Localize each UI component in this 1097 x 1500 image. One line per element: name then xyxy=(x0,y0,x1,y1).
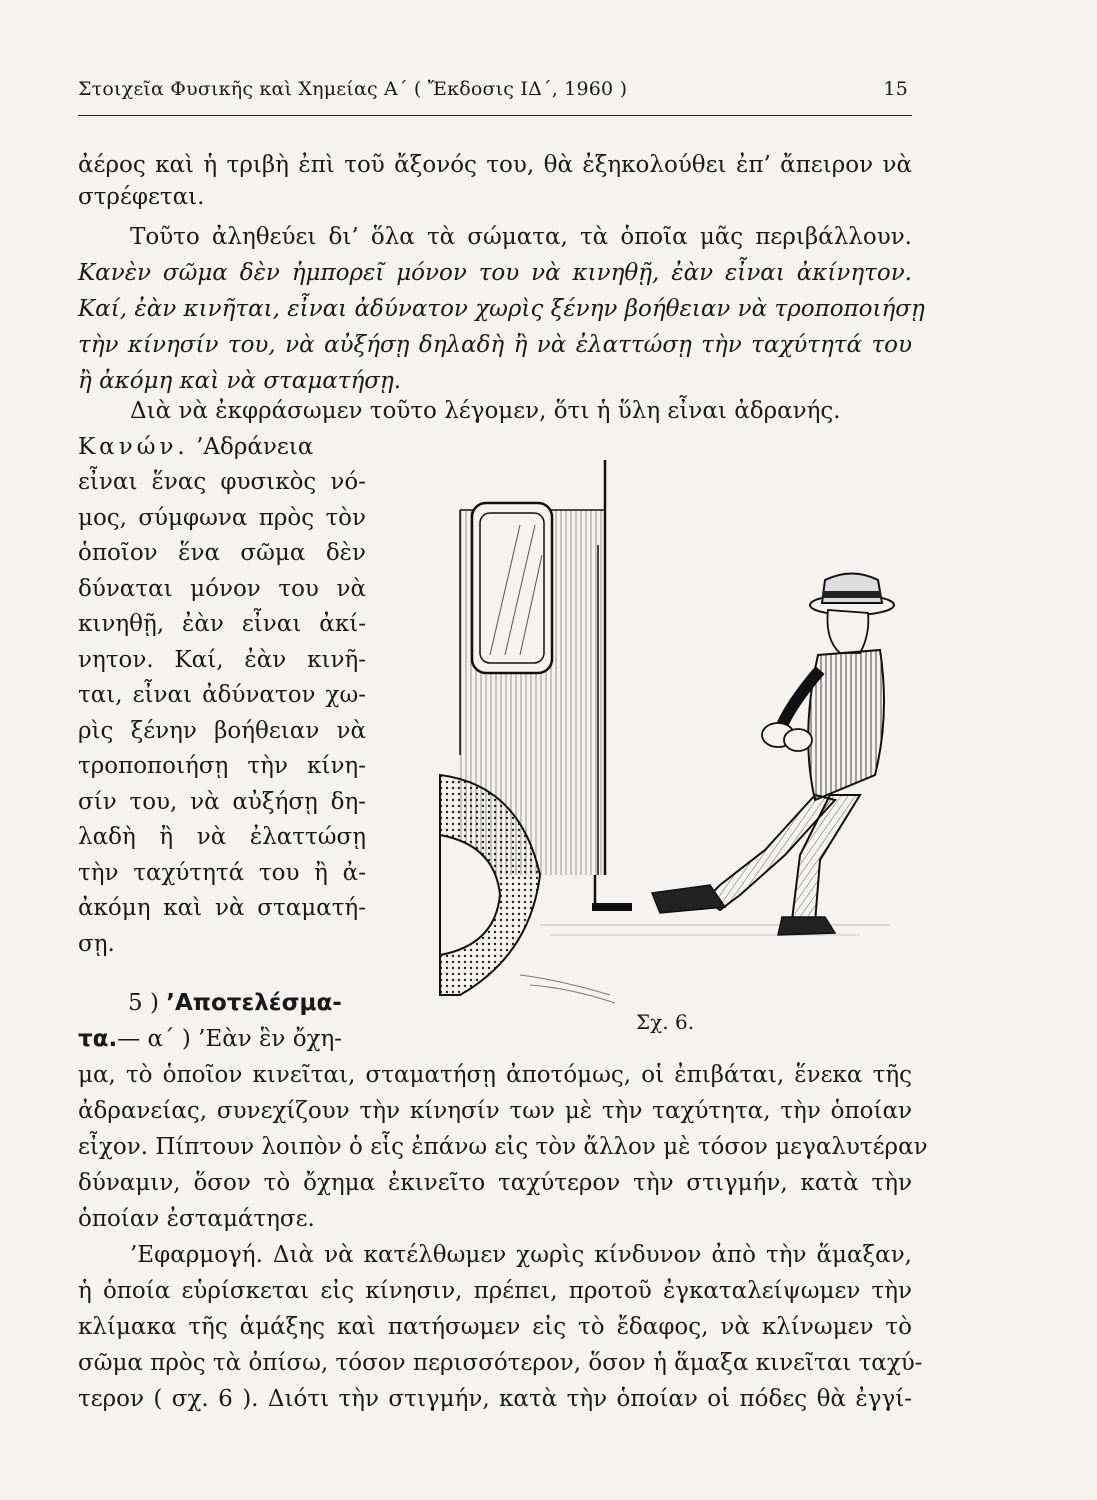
text-line: τερον ( σχ. 6 ). Διότι τὴν στιγμήν, κατὰ τὴν ὁποίαν οἱ πόδες θὰ ἐγγί- xyxy=(78,1386,912,1412)
text-line: ἀδρανείας, συνεχίζουν τὴν κίνησίν των μὲ τὴν ταχύτητα, τὴν ὁποίαν xyxy=(78,1098,912,1124)
law-line: ἀκόμη καὶ νὰ σταματή- xyxy=(78,895,366,921)
running-header xyxy=(78,74,912,108)
text-line: ’Εφαρμογή. Διὰ νὰ κατέλθωμεν χωρὶς κίνδυνον ἀπὸ τὴν ἅμαξαν, xyxy=(130,1242,912,1268)
page-number: 15 xyxy=(883,78,908,100)
italic-line: Κανὲν σῶμα δὲν ἠμπορεῖ μόνον του νὰ κινηθῇ, ἐὰν εἶναι ἀκίνητον. xyxy=(78,260,912,286)
law-line: εἶναι ἕνας φυσικὸς νό- xyxy=(78,469,366,495)
text-line: ἡ ὁποία εὑρίσκεται εἰς κίνησιν, πρέπει, προτοῦ ἐγκαταλείψωμεν τὴν xyxy=(78,1278,912,1304)
law-line: ρὶς ξένην βοήθειαν νὰ xyxy=(78,718,366,744)
text-line: κλίμακα τῆς ἁμάξης καὶ πατήσωμεν εἰς τὸ ἔδαφος, νὰ κλίνωμεν τὸ xyxy=(78,1314,912,1340)
section-number: 5 ) xyxy=(128,990,159,1016)
header-rule xyxy=(78,115,912,116)
law-line: λαδὴ ἢ νὰ ἐλαττώσῃ xyxy=(78,824,366,850)
law-line: κινηθῇ, ἐὰν εἶναι ἀκί- xyxy=(78,611,366,637)
vehicle-step xyxy=(592,875,632,911)
law-line: δύναται μόνον του νὰ xyxy=(78,576,366,602)
section-title: ’Αποτελέσμα- xyxy=(166,990,342,1016)
text-line: εἶχον. Πίπτουν λοιπὸν ὁ εἷς ἐπάνω εἰς τὸν ἄλλον μὲ τόσον μεγαλυτέραν xyxy=(78,1134,928,1160)
law-line: τροποποιήσῃ τὴν κίνη- xyxy=(78,753,366,779)
law-line: σῃ. xyxy=(78,931,115,957)
text-line: δύναμιν, ὅσον τὸ ὄχημα ἐκινεῖτο ταχύτερον τὴν στιγμήν, κατὰ τὴν xyxy=(78,1170,912,1196)
section-title-end: τα. xyxy=(78,1026,118,1052)
figure-caption: Σχ. 6. xyxy=(636,1010,695,1034)
law-line: σίν του, νὰ αὐξήσῃ δη- xyxy=(78,789,366,815)
law-label: Κανών. xyxy=(78,434,189,460)
man-leaning-back xyxy=(652,574,894,936)
italic-line: ἢ ἀκόμη καὶ νὰ σταματήσῃ. xyxy=(78,368,402,394)
law-line: ὁποῖον ἕνα σῶμα δὲν xyxy=(78,540,366,566)
section-text: — α΄ ) ’Εὰν ἓν ὄχη- xyxy=(117,1026,343,1052)
law-first-line xyxy=(78,432,313,462)
law-line: μος, σύμφωνα πρὸς τὸν xyxy=(78,505,366,531)
text-line: Διὰ νὰ ἐκφράσωμεν τοῦτο λέγομεν, ὅτι ἡ ὕλη εἶναι ἀδρανής. xyxy=(130,398,841,424)
header-title: Στοιχεῖα Φυσικῆς καὶ Χημείας Α΄ ( Ἔκδοσις ΙΔ΄, 1960 ) xyxy=(78,78,628,100)
law-line: τὴν ταχύτητά του ἢ ἀ- xyxy=(78,860,366,886)
italic-line: τὴν κίνησίν του, νὰ αὐξήσῃ δηλαδὴ ἢ νὰ ἐλαττώσῃ τὴν ταχύτητά του xyxy=(78,332,912,358)
vehicle-window xyxy=(472,503,552,673)
section-heading xyxy=(128,988,342,1018)
law-line: ται, εἶναι ἀδύνατον χω- xyxy=(78,682,366,708)
text-line: ὁποίαν ἐσταμάτησε. xyxy=(78,1206,315,1232)
ground-shading xyxy=(540,925,890,935)
text-line: σῶμα πρὸς τὰ ὀπίσω, τόσον περισσότερον, ὅσον ἡ ἅμαξα κινεῖται ταχύ- xyxy=(78,1350,923,1376)
text-line: ἀέρος καὶ ἡ τριβὴ ἐπὶ τοῦ ἄξονός του, θὰ ἐξηκολούθει ἐπ’ ἄπειρον νὰ xyxy=(78,152,912,178)
figure-vehicle-illustration xyxy=(420,455,910,1055)
text-line: Τοῦτο ἀληθεύει δι’ ὅλα τὰ σώματα, τὰ ὁποῖα μᾶς περιβάλλουν. xyxy=(130,224,912,250)
law-term: ’Αδράνεια xyxy=(196,434,314,460)
text-line: μα, τὸ ὁποῖον κινεῖται, σταματήσῃ ἀποτόμως, οἱ ἐπιβάται, ἕνεκα τῆς xyxy=(78,1062,912,1088)
section-heading-cont xyxy=(78,1024,342,1054)
italic-line: Καί, ἐὰν κινῆται, εἶναι ἀδύνατον χωρὶς ξένην βοήθειαν νὰ τροποποιήσῃ xyxy=(78,296,925,322)
law-line: νητον. Καί, ἐὰν κινῆ- xyxy=(78,647,366,673)
text-line: στρέφεται. xyxy=(78,184,205,210)
